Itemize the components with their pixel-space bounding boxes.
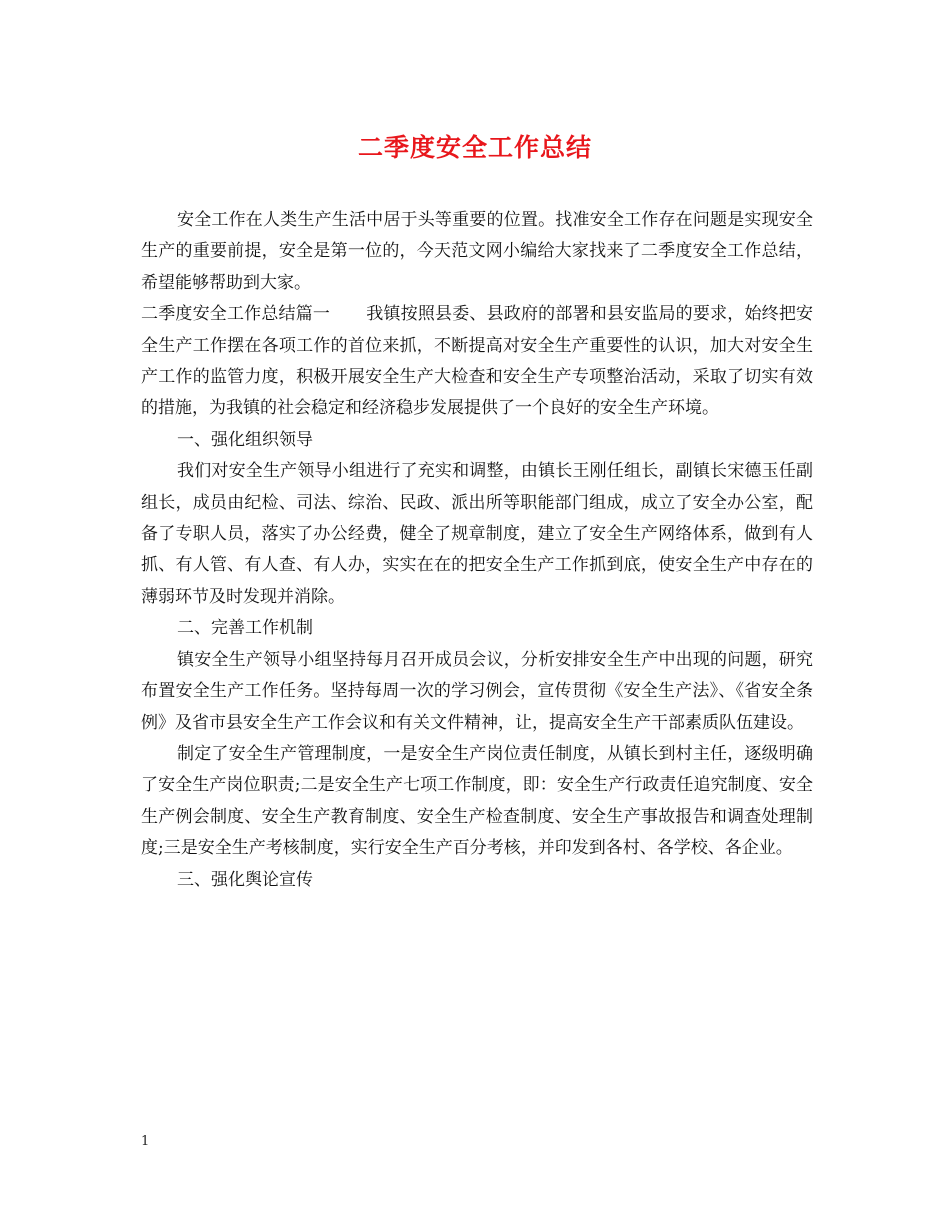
part-one-text: 我镇按照县委、县政府的部署和县安监局的要求，始终把安全生产工作摆在各项工作的首位来抓，不断提高对安全生产重要性的认识，加大对安全生产工作的监管力度，积极开展安全生产大检查和安全生产专项整治活动，采取了切实有效的措施，为我镇的社会稳定和经济稳步发展提供了一个良好的安全生产环境。 [141, 304, 814, 419]
document-body [141, 205, 813, 896]
section-heading-3: 三、强化舆论宣传 [177, 869, 313, 890]
section-heading-2: 二、完善工作机制 [177, 618, 313, 639]
part-one-label: 二季度安全工作总结篇一 [141, 304, 331, 325]
document-title: 二季度安全工作总结 [357, 133, 592, 162]
page-number: 1 [141, 1134, 150, 1149]
section-paragraph-1: 我们对安全生产领导小组进行了充实和调整，由镇长王刚任组长，副镇长宋德玉任副组长，成员由纪检、司法、综治、民政、派出所等职能部门组成，成立了安全办公室，配备了专职人员，落实了办公经费，健全了规章制度，建立了安全生产网络体系，做到有人抓、有人管、有人查、有人办，实实在在的把安全生产工作抓到底，使安全生产中存在的薄弱环节及时发现并消除。 [141, 461, 813, 607]
section-paragraph-2a: 镇安全生产领导小组坚持每月召开成员会议，分析安排安全生产中出现的问题，研究布置安全生产工作任务。坚持每周一次的学习例会，宣传贯彻《安全生产法》、《省安全条例》及省市县安全生产工作会议和有关文件精神，让，提高安全生产干部素质队伍建设。 [141, 649, 813, 733]
section-paragraph-2b: 制定了安全生产管理制度，一是安全生产岗位责任制度，从镇长到村主任，逐级明确了安全生产岗位职责;二是安全生产七项工作制度，即：安全生产行政责任追究制度、安全生产例会制度、安全生产教育制度、安全生产检查制度、安全生产事故报告和调查处理制度;三是安全生产考核制度，实行安全生产百分考核，并印发到各村、各学校、各企业。 [141, 743, 813, 859]
intro-paragraph: 安全工作在人类生产生活中居于头等重要的位置。找准安全工作存在问题是实现安全生产的重要前提，安全是第一位的，今天范文网小编给大家找来了二季度安全工作总结，希望能够帮助到大家。 [141, 210, 813, 293]
section-heading-1: 一、强化组织领导 [177, 429, 313, 450]
part-one-paragraph [141, 299, 813, 425]
